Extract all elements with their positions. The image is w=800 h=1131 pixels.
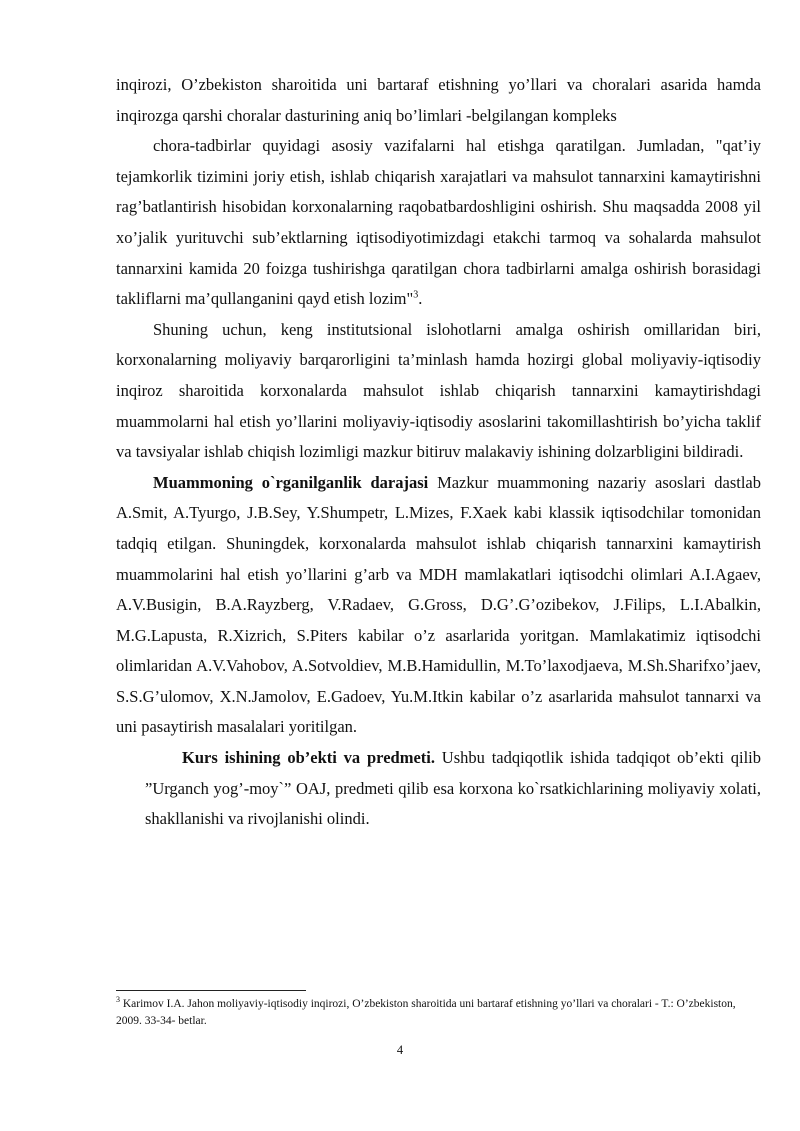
- paragraph-text: Mazkur muammoning nazariy asoslari dastlab A.Smit, A.Tyurgo, J.B.Sey, Y.Shumpetr, L.Mizes, F.Xaek kabi klassik iqtisodchilar tomonidan tadqiq etilgan. Shuningdek, korxonalarda mahsulot ishlab chiqarish tannarxini kamaytirish muammolarini hal etish yo’llarini g’arb va MDH mamlakatlari iqtisodchi olimlari A.I.Agaev, A.V.Busigin, B.A.Rayzberg, V.Radaev, G.Gross, D.G’.G’ozibekov, J.Filips, L.I.Abalkin, M.G.Lapusta, R.Xizrich, S.Piters kabilar o’z asarlarida yoritgan. Mamlakatimiz iqtisodchi olimlaridan A.V.Vahobov, A.Sotvoldiev, M.B.Hamidullin, M.To’laxodjaeva, M.Sh.Sharifxo’jaev, S.S.G’ulomov, X.N.Jamolov, E.Gadoev, Yu.M.Itkin kabilar o’z asarlarida mahsulot tannarxi va uni pasaytirish masalalari yoritilgan.: [116, 472, 761, 737]
- paragraph-study-level: [116, 468, 761, 743]
- body-text: [116, 70, 761, 835]
- paragraph-continuation: [116, 70, 761, 131]
- paragraph-end: .: [418, 289, 423, 309]
- paragraph-text: inqirozi, O’zbekiston sharoitida uni bartaraf etishning yo’llari va choralari asarida hamda inqirozga qarshi choralar dasturining aniq bo’limlari -belgilangan kompleks: [116, 75, 761, 125]
- paragraph-tasks: [116, 131, 761, 315]
- footnote-text: Karimov I.A. Jahon moliyaviy-iqtisodiy inqirozi, O’zbekiston sharoitida uni bartaraf etishning yo’llari va choralari - T.: O’zbekiston, 2009. 33-34- betlar.: [116, 998, 736, 1027]
- page-number: 4: [396, 1043, 404, 1057]
- paragraph-text: chora-tadbirlar quyidagi asosiy vazifalarni hal etishga qaratilgan. Jumladan, "qat’iy tejamkorlik tizimini joriy etish, ishlab chiqarish xarajatlari va mahsulot tannarxini kamaytirishni rag’batlantirish hisobidan korxonalarning raqobatbardoshligini oshirish. Shu maqsadda 2008 yil xo’jalik yurituvchi sub’ektlarning iqtisodiyotimizdagi etakchi tarmoq va sohalarda mahsulot tannarxini kamida 20 foizga tushirishga qaratilgan chora tadbirlarni amalga oshirish borasidagi takliflarni ma’qullanganini qayd etish lozim": [116, 136, 761, 309]
- paragraph-relevance: [116, 315, 761, 468]
- footnote: [116, 996, 761, 1030]
- section-heading: Muammoning o`rganilganlik darajasi: [153, 472, 429, 492]
- footnote-marker: 3: [116, 995, 120, 1005]
- footnote-reference[interactable]: 3: [413, 289, 419, 301]
- footnote-divider: [116, 990, 306, 991]
- paragraph-text: Shuning uchun, keng institutsional islohotlarni amalga oshirish omillaridan biri, korxonalarning moliyaviy barqarorligini ta’minlash hamda hozirgi global moliyaviy-iqtisodiy inqiroz sharoitida korxonalarda mahsulot ishlab chiqarish tannarxini kamaytirishdagi muammolarni hal etish yo’llarini moliyaviy-iqtisodiy asoslarini takomillashtirish bo’yicha taklif va tavsiyalar ishlab chiqish lozimligi mazkur bitiruv malakaviy ishining dolzarbligini bildiradi.: [116, 319, 761, 462]
- section-heading: Kurs ishining ob’ekti va predmeti.: [182, 748, 435, 768]
- paragraph-object-subject: [145, 743, 761, 835]
- paragraph-text: Ushbu tadqiqotlik ishida tadqiqot ob’ekti qilib ”Urganch yog’-moy`” OAJ, predmeti qilib esa korxona ko`rsatkichlarining moliyaviy xolati, shakllanishi va rivojlanishi olindi.: [145, 748, 761, 829]
